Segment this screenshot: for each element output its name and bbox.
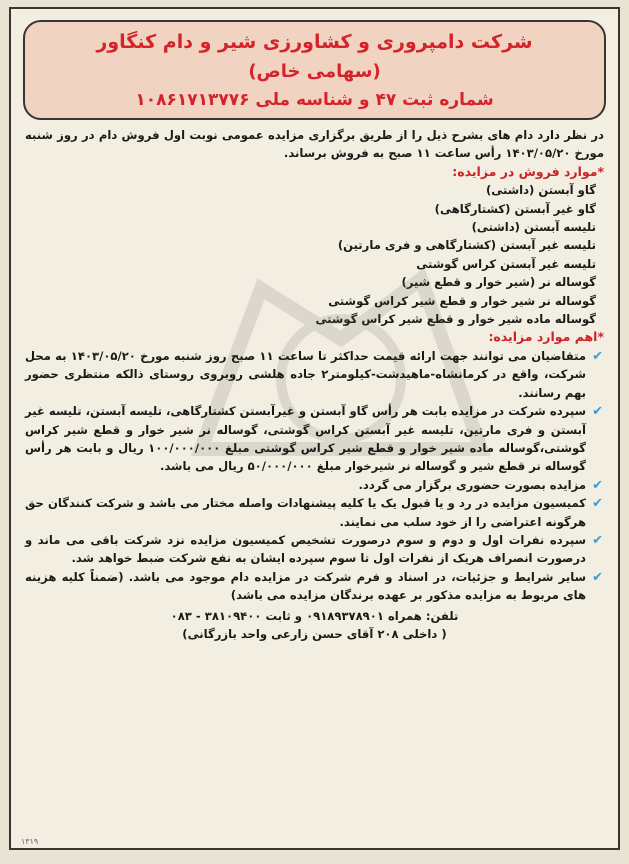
condition-text: کمیسیون مزایده در رد و یا قبول یک یا کلیه پیشنهادات واصله مختار می باشد و شرکت کنندگان حق هرگونه اعتراضی را از خود سلب می نمایند.	[25, 496, 586, 529]
condition-item	[25, 402, 604, 476]
list-item: تلیسه غیر آبستن (کشتارگاهی و فری مارتین)	[337, 238, 596, 253]
list-item: گوساله نر شیر خوار و قطع شیر کراس گوشتی	[328, 293, 596, 308]
intro-text: در نظر دارد دام های بشرح ذیل را از طریق برگزاری مزایده عمومی نوبت اول فروش دام در روز شنبه مورخ ۱۴۰۳/۰۵/۲۰ رأس ساعت ۱۱ صبح به فروش برساند.	[25, 128, 604, 161]
condition-item	[25, 347, 604, 402]
list-item: تلیسه غیر آبستن کراس گوشتی	[416, 256, 596, 271]
notice-header	[23, 20, 606, 120]
conditions-list	[25, 347, 604, 605]
notice-body	[11, 120, 618, 643]
list-item: گاو غیر آبستن (کشتارگاهی)	[434, 201, 596, 216]
condition-item	[25, 531, 604, 568]
contact-info	[25, 607, 604, 643]
items-list	[25, 181, 604, 328]
conditions-title: *اهم موارد مزایده:	[488, 329, 604, 345]
checkmark-icon: ✔	[592, 348, 603, 364]
condition-item	[25, 476, 604, 494]
condition-text: مزایده بصورت حضوری برگزار می گردد.	[358, 477, 586, 492]
condition-text: متقاضیان می توانند جهت ارائه قیمت حداکثر تا ساعت ۱۱ صبح روز شنبه مورخ ۱۴۰۳/۰۵/۲۰ به محل شرکت، واقع در کرمانشاه-ماهیدشت-کیلومتر۲ جاده هلشی روبروی روستای ذالکه منتظری حضور بهم رسانند.	[25, 348, 587, 400]
company-name: شرکت دامپروری و کشاورزی شیر و دام کنگاور	[96, 31, 533, 53]
list-item: تلیسه آبستن (داشتی)	[471, 220, 596, 235]
checkmark-icon: ✔	[592, 404, 603, 420]
condition-text: سایر شرایط و جزئیات، در اسناد و فرم شرکت در مزایده دام موجود می باشد. (ضمناً کلیه هزینه های مربوط به مزایده مذکور بر عهده برندگان مزایده می باشد)	[25, 569, 586, 603]
registration-number: شماره ثبت ۴۷ و شناسه ملی ۱۰۸۶۱۷۱۳۷۷۶	[135, 90, 494, 110]
items-title: *موارد فروش در مزایده:	[452, 163, 604, 179]
list-item: گاو آبستن (داشتی)	[485, 183, 596, 198]
auction-notice	[9, 7, 620, 850]
contact-phones: تلفن: همراه ۰۹۱۸۹۳۷۸۹۰۱ و ثابت ۳۸۱۰۹۴۰۰ - ۰۸۳	[170, 608, 459, 623]
checkmark-icon: ✔	[592, 569, 603, 585]
condition-text: سپرده نفرات اول و دوم و سوم درصورت تشخیص کمیسیون مزایده نزد شرکت باقی می ماند و درصورت انصراف هریک از نفرات اول تا سوم سپرده ایشان به نفع شرکت ضبط خواهد شد.	[25, 532, 586, 566]
condition-text: سپرده شرکت در مزایده بابت هر رأس گاو آبستن و غیرآبستن کشتارگاهی، تلیسه آبستن، تلیسه غیر آبستن و فری مارتین، تلیسه غیر آبستن کراس گوشتی، گوساله نر شیر خوار و قطع شیر کراس گوشتی،گوساله ماده شیر خوار و قطع شیر کراس گوشتی مبلغ ۱۰۰/۰۰۰/۰۰۰ ریال و بابت هر رأس گوساله نر قطع شیر و گوساله نر شیرخوار مبلغ ۵۰/۰۰۰/۰۰۰ ریال می باشد.	[25, 404, 586, 474]
company-type: (سهامی خاص)	[248, 61, 381, 82]
page-stamp: ۱۳۱۹	[21, 837, 39, 846]
condition-item	[25, 494, 604, 531]
list-item: گوساله ماده شیر خوار و قطع شیر کراس گوشتی	[315, 312, 596, 327]
checkmark-icon: ✔	[592, 477, 603, 493]
list-item: گوساله نر (شیر خوار و قطع شیر)	[401, 275, 596, 290]
condition-item	[25, 568, 604, 605]
contact-extension: ( داخلی ۲۰۸ آقای حسن زارعی واحد بازرگانی)	[182, 626, 447, 641]
checkmark-icon: ✔	[592, 496, 603, 512]
checkmark-icon: ✔	[592, 532, 603, 548]
